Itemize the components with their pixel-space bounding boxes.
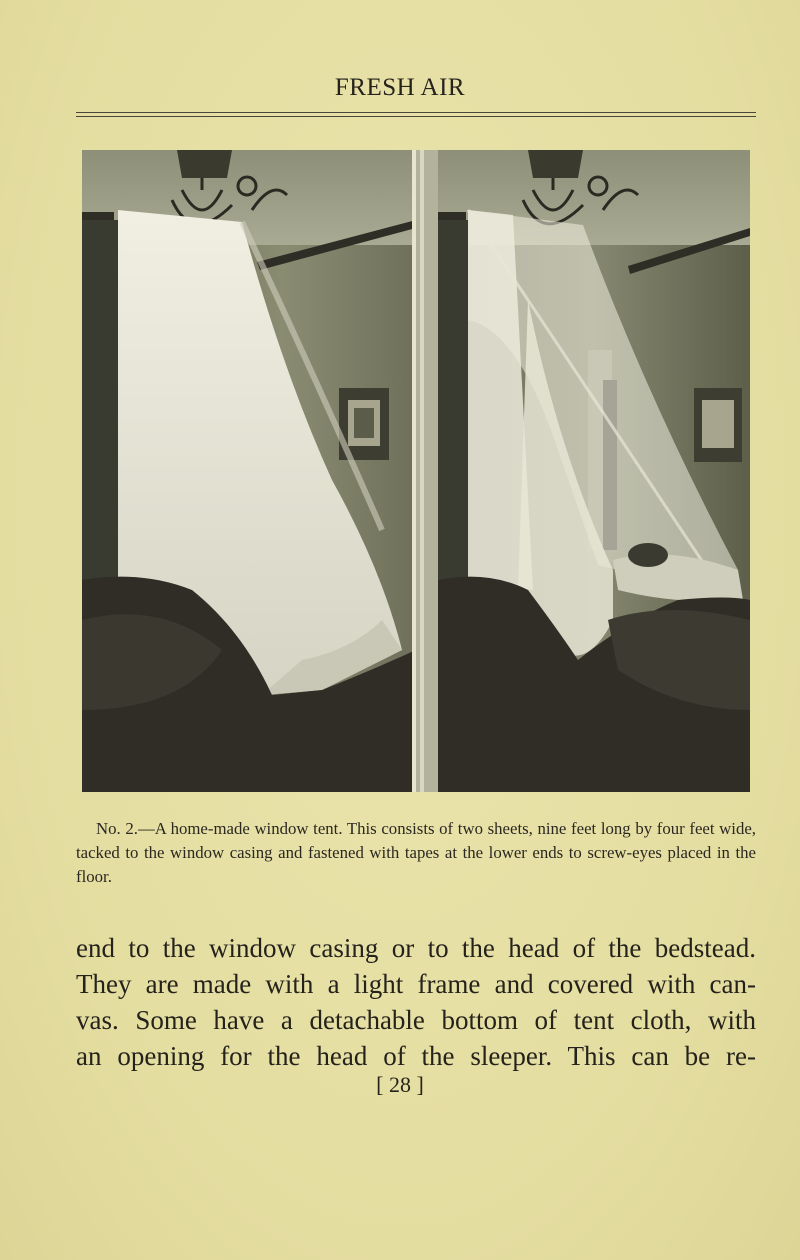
- body-line: vas. Some have a detachable bottom of tent cloth, with: [76, 1005, 756, 1035]
- header-rule-top: [76, 112, 756, 113]
- running-head: FRESH AIR: [334, 74, 466, 101]
- figure-caption: No. 2.—A home-made window tent. This consists of two sheets, nine feet long by four feet wide, tacked to the window casing and fastened with tapes at the lower ends to screw-eyes placed in the floor.: [76, 819, 756, 886]
- body-line: an opening for the head of the sleeper. This can be re-: [76, 1041, 756, 1071]
- window-tent-photograph: [82, 150, 750, 792]
- body-text: [76, 930, 756, 1074]
- body-line: end to the window casing or to the head of the bedstead.: [76, 933, 756, 963]
- body-line: They are made with a light frame and covered with can-: [76, 969, 756, 999]
- photograph-illustration: [82, 150, 750, 792]
- right-panel: [438, 150, 750, 792]
- header-rule-bottom: [76, 116, 756, 117]
- left-panel: [82, 150, 416, 792]
- page-number: [ 28 ]: [376, 1072, 424, 1097]
- window-post: [416, 150, 438, 792]
